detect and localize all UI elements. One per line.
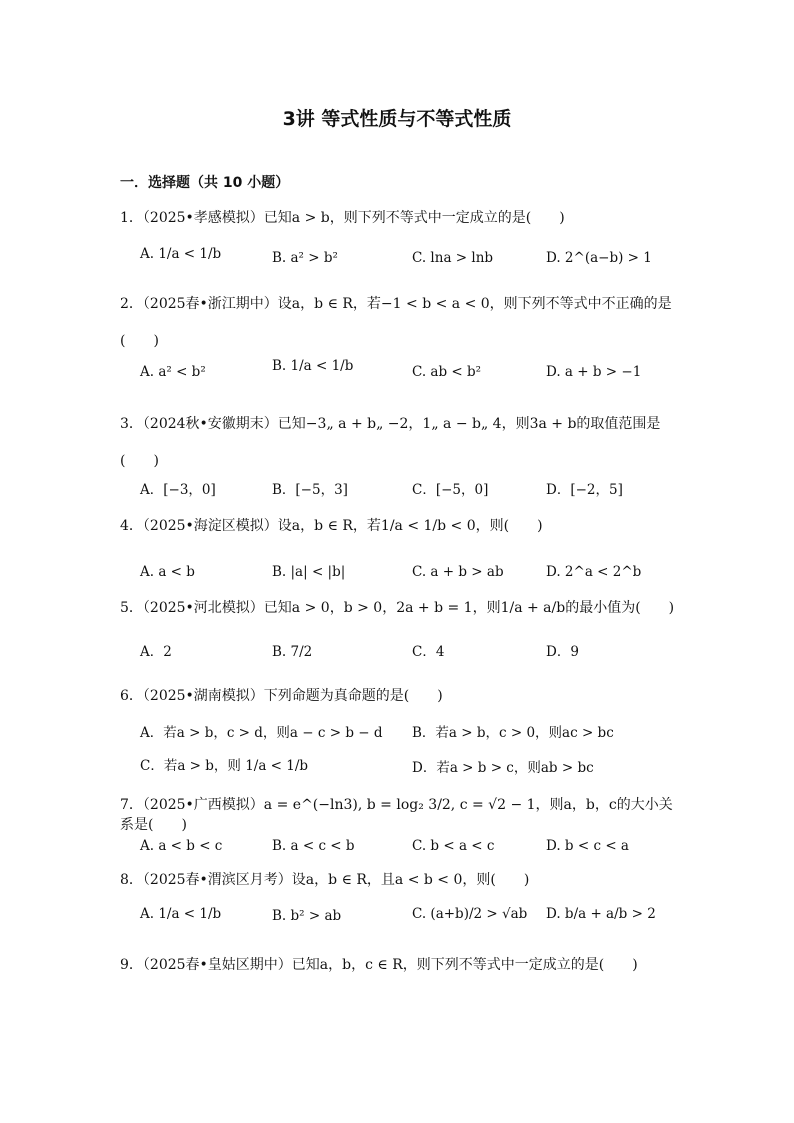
option-c: C. (a+b)/2 > √ab: [412, 906, 528, 922]
question-number: 6．: [120, 688, 143, 704]
option-a: A．2: [140, 644, 172, 660]
option-a: A. a² < b²: [140, 364, 206, 380]
question-9: [120, 955, 680, 975]
question-7: [120, 795, 680, 835]
option-d: D．若a > b > c，则ab > bc: [412, 760, 594, 776]
option-c: C．[−5，0]: [412, 482, 489, 498]
question-number: 7．: [120, 797, 143, 813]
question-number: 3．: [120, 416, 143, 432]
option-a: A. a < b < c: [140, 838, 223, 854]
question-number: 1．: [120, 210, 143, 226]
option-c: C. b < a < c: [412, 838, 495, 854]
option-d: D．[−2，5]: [546, 482, 623, 498]
option-b: B. a < c < b: [272, 838, 355, 854]
question-8: [120, 870, 680, 890]
question-text: （2025•海淀区模拟）设a，b ∈ R，若1/a < 1/b < 0，则( ): [142, 518, 543, 534]
option-b: B. |a| < |b|: [272, 564, 346, 580]
option-a: A. a < b: [140, 564, 195, 580]
option-c: C. lna > lnb: [412, 250, 494, 266]
question-text: （2025春•皇姑区期中）已知a，b，c ∈ R，则下列不等式中一定成立的是( ): [142, 957, 638, 973]
option-a: A．若a > b，c > d，则a − c > b − d: [140, 725, 383, 741]
question-number: 2．: [120, 296, 143, 312]
option-d: D. 2^(a−b) > 1: [546, 250, 652, 266]
option-b: B. b² > ab: [272, 908, 342, 924]
question-number: 5．: [120, 600, 143, 616]
option-a: A．[−3，0]: [140, 482, 216, 498]
option-d: D. a + b > −1: [546, 364, 642, 380]
question-number: 9．: [120, 957, 143, 973]
option-d: D. b < c < a: [546, 838, 629, 854]
question-3: [120, 406, 680, 480]
question-text: （2025•孝感模拟）已知a > b，则下列不等式中一定成立的是( ): [142, 210, 565, 226]
option-b: B. 7/2: [272, 644, 313, 660]
question-text: （2025•河北模拟）已知a > 0，b > 0，2a + b = 1，则1/a + a/b的最小值为( ): [142, 600, 675, 616]
question-text: （2024秋•安徽期末）已知−3„ a + b„ −2，1„ a − b„ 4，则3a + b的取值范围是( ): [120, 416, 661, 469]
question-6: [120, 686, 680, 706]
question-number: 8．: [120, 872, 143, 888]
question-text: （2025•广西模拟）a = e^(−ln3), b = log₂ 3/2, c = √2 − 1，则a，b，c的大小关系是( ): [120, 797, 673, 833]
question-number: 4．: [120, 518, 143, 534]
question-5: [120, 598, 680, 618]
option-a: A. 1/a < 1/b: [140, 906, 222, 922]
option-c: C．4: [412, 644, 445, 660]
option-b: B. 1/a < 1/b: [272, 358, 354, 374]
option-d: D. b/a + a/b > 2: [546, 906, 656, 922]
section-heading: 一．选择题（共 10 小题）: [120, 175, 290, 191]
question-text: （2025春•浙江期中）设a，b ∈ R，若−1 < b < a < 0，则下列不等式中不正确的是( ): [120, 296, 672, 349]
question-text: （2025•湖南模拟）下列命题为真命题的是( ): [142, 688, 443, 704]
option-d: D．9: [546, 644, 579, 660]
option-b: B．[−5，3]: [272, 482, 348, 498]
question-4: [120, 516, 680, 536]
option-c: C. a + b > ab: [412, 564, 504, 580]
page-title: 3讲 等式性质与不等式性质: [282, 108, 512, 130]
option-d: D. 2^a < 2^b: [546, 564, 642, 580]
option-a: A. 1/a < 1/b: [140, 246, 222, 262]
question-text: （2025春•渭滨区月考）设a，b ∈ R，且a < b < 0，则( ): [142, 872, 530, 888]
option-b: B. a² > b²: [272, 250, 338, 266]
question-1: [120, 208, 680, 228]
option-c: C. ab < b²: [412, 364, 482, 380]
option-c: C．若a > b，则 1/a < 1/b: [140, 758, 309, 774]
option-b: B．若a > b，c > 0，则ac > bc: [412, 725, 614, 741]
question-2: [120, 286, 680, 360]
